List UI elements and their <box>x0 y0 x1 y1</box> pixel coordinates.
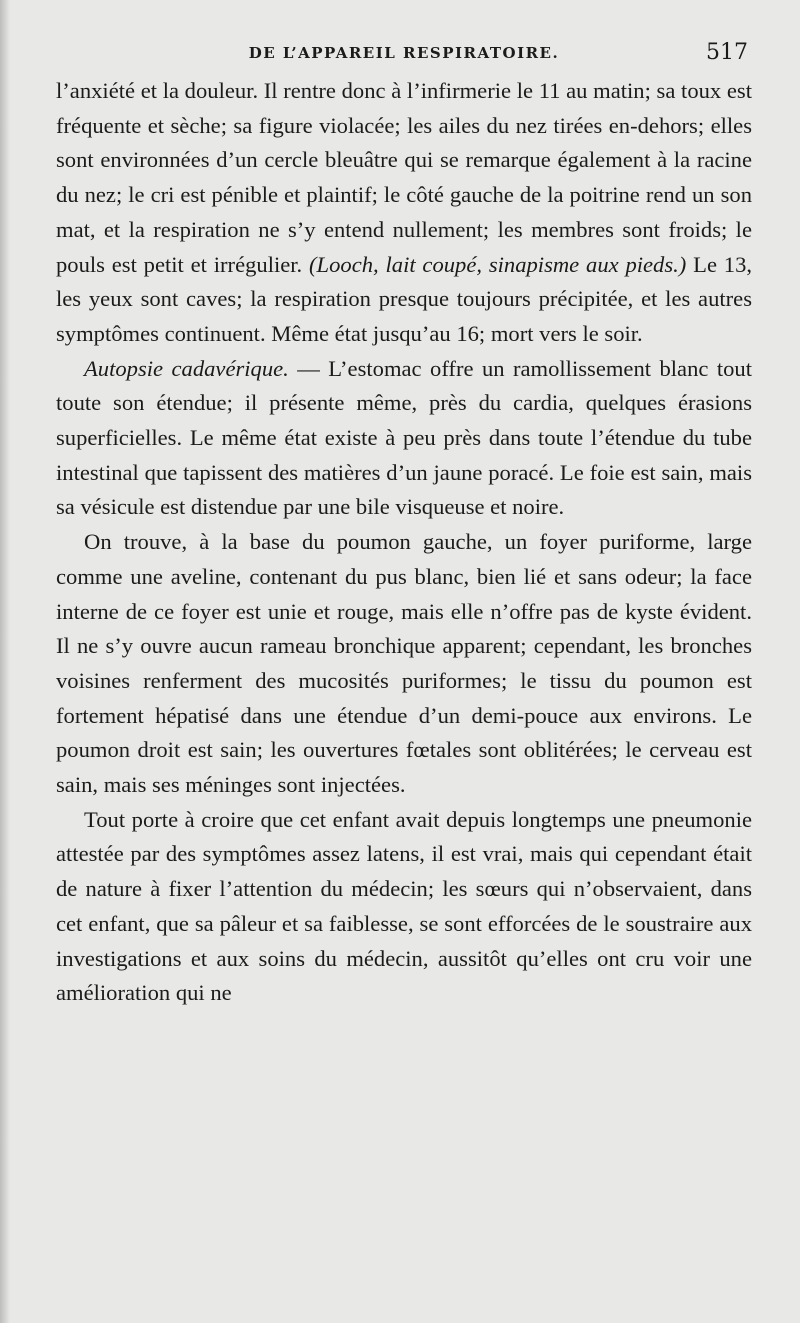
paragraph-autopsy <box>56 352 752 526</box>
paragraph-case-continuation <box>56 74 752 352</box>
page-number: 517 <box>706 40 748 65</box>
paragraph-text: On trouve, à la base du poumon gauche, un foyer puriforme, large comme une aveline, contenant du pus blanc, bien lié et sans odeur; la face interne de ce foyer est unie et rouge, mais elle n’offre pas de kyste évident. Il ne s’y ouvre aucun rameau bronchique apparent; cependant, les bronches voisines renferment des mucosités puriformes; le tissu du poumon est fortement hépatisé dans une étendue d’un demi-pouce aux environs. Le poumon droit est sain; les ouvertures fœtales sont oblitérées; le cerveau est sain, mais ses méninges sont injectées. <box>56 529 752 798</box>
running-title: DE L’APPAREIL RESPIRATOIRE. <box>248 44 560 62</box>
paragraph-text: l’anxiété et la douleur. Il rentre donc à l’infirmerie le 11 au matin; sa toux est fréquente et sèche; sa figure violacée; les ailes du nez tirées en-dehors; elles sont environnées d’un cercle bleuâtre qui se remarque également à la racine du nez; le cri est pénible et plaintif; le côté gauche de la poitrine rend un son mat, et la respiration ne s’y entend nullement; les membres sont froids; le pouls est petit et irrégulier. <box>56 78 752 277</box>
section-lead: Autopsie cadavérique. <box>84 355 289 381</box>
running-head <box>56 40 752 68</box>
paragraph-lung-findings <box>56 525 752 803</box>
paragraph-text-tail: Le 13, les yeux sont caves; la respiration presque toujours précipitée, et les autres symptômes continuent. Même état jusqu’au 16; mort vers le soir. <box>56 251 753 346</box>
paragraph-text: Tout porte à croire que cet enfant avait depuis longtemps une pneumonie attestée par des symptômes assez latens, il est vrai, mais qui cependant était de nature à fixer l’attention du médecin; les sœurs qui n’observaient, dans cet enfant, que sa pâleur et sa faiblesse, se sont efforcées de le soustraire aux investigations et aux soins du médecin, aussitôt qu’elles ont cru voir une amélioration qui ne <box>56 806 752 1006</box>
body-text <box>56 74 752 1011</box>
paragraph-conclusion <box>56 803 752 1011</box>
paragraph-text: — L’estomac offre un ramollissement blanc tout toute son étendue; il présente même, près du cardia, quelques érasions superficielles. Le même état existe à peu près dans toute l’étendue du tube intestinal que tapissent des matières d’un jaune poracé. Le foie est sain, mais sa vésicule est distendue par une bile visqueuse et noire. <box>56 355 752 520</box>
prescription-italic: (Looch, lait coupé, sinapisme aux pieds.) <box>309 251 687 277</box>
